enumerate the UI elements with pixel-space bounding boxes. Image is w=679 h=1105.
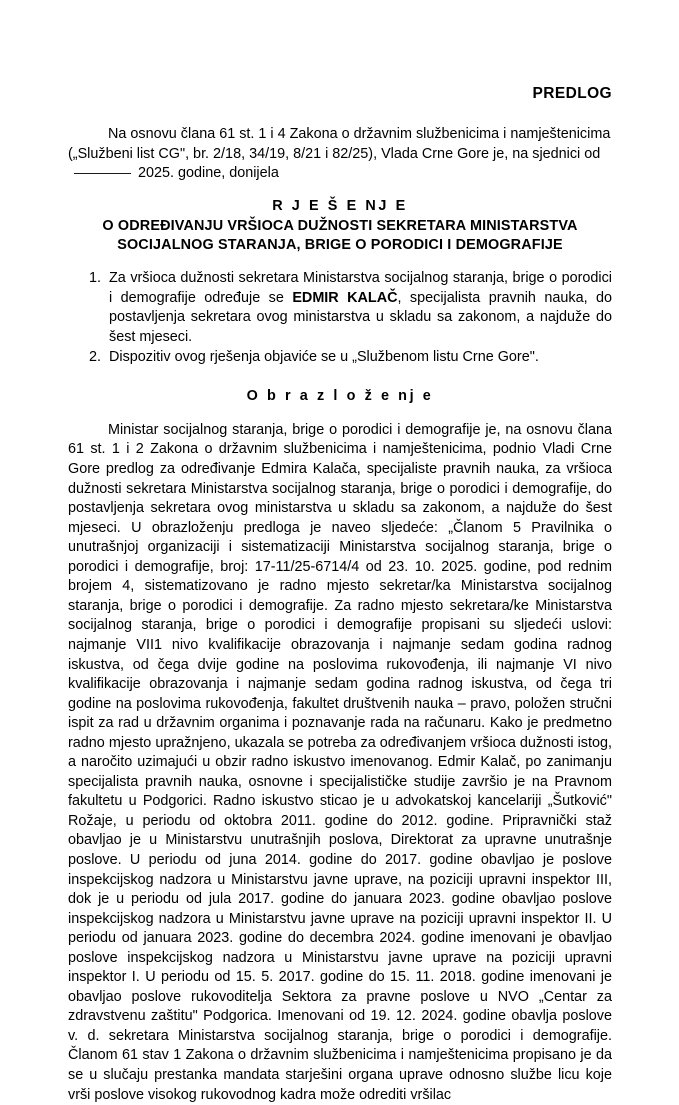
intro-date-line bbox=[68, 164, 612, 184]
date-blank-field[interactable] bbox=[74, 173, 131, 174]
intro-line-3: 2025. godine, donijela bbox=[138, 165, 279, 182]
predlog-label: PREDLOG bbox=[532, 85, 612, 102]
item-text-before-bold: Dispozitiv ovog rješenja objaviće se u „Službenom listu Crne Gore". bbox=[109, 349, 539, 366]
item-text-after-bold: , specijalista pravnih nauka, do postavljenja sekretara ovog ministarstva u skladu sa zakonom, a najduže do šest mjeseci. bbox=[109, 289, 613, 345]
intro-paragraph bbox=[68, 125, 612, 164]
obrazlozenje-body-paragraph: Ministar socijalnog staranja, brige o porodici i demografije je, na osnovu člana 61 st. 1 i 2 Zakona o državnim službenicima i namještenicima, podnio Vladi Crne Gore predlog za određivanje Edmira Kalača, specijaliste pravnih nauka, za vršioca dužnosti sekretara Ministarstva socijalnog staranja, brige o porodici i demografije, do postavljenja sekretara ovog ministarstva u skladu sa zakonom, a najduže do šest mjeseci. U obrazloženju predloga je naveo sljedeće: „Članom 5 Pravilnika o unutrašnjoj organizaciji i sistematizaciji Ministarstva socijalnog staranja, brige o porodici i demografije, broj: 17-11/25-6714/4 od 23. 10. 2025. godine, pod rednim brojem 4, sistematizovano je radno mjesto sekretar/ka Ministarstva socijalnog staranja, brige o porodici i demografije. Za radno mjesto sekretara/ke Ministarstva socijalnog staranja, brige o porodici i demografije propisani su sljedeći uslovi: najmanje VII1 nivo kvalifikacije obrazovanja i najmanje sedam godina radnog iskustva, od čega dvije godine na poslovima rukovođenja, ili najmanje VI nivo kvalifikacije obrazovanja i najmanje sedam godina radnog iskustva, od čega tri godine na poslovima rukovođenja, fakultet društvenih nauka – pravo, položen stručni ispit za rad u državnim organima i poznavanje rada na računaru. Kako je predmetno radno mjesto upražnjeno, ukazala se potreba za određivanjem vršioca dužnosti istog, a naročito uzimajući u obzir radno iskustvo imenovanog. Edmir Kalač, po zanimanju specijalista pravnih nauka, osnovne i specijalističke studije završio je na Pravnom fakultetu u Podgorici. Radno iskustvo sticao je u advokatskoj kancelariji „Šutković" Rožaje, u periodu od oktobra 2011. godine do 2012. godine. Pripravnički staž obavljao je u Ministarstvu unutrašnjih poslova, Direktorat za upravne unutrašnje poslove. U periodu od juna 2014. godine do 2017. godine obavljao je poslove inspekcijskog nadzora u Ministarstvu javne uprave, na poziciji upravni inspektor III, dok je u periodu od jula 2017. godine do januara 2023. godine obavljao poslove inspekcijskog nadzora u Ministarstvu javne uprave na poziciji upravni inspektor II. U periodu od januara 2023. godine do decembra 2024. godine imenovani je obavljao poslove inspekcijskog nadzora u Ministarstvu javne uprave na poziciji upravni inspektor I. U periodu od 15. 5. 2017. godine do 15. 11. 2018. godine imenovani je obavljao poslove rukovoditelja Sektora za pravne poslove u NVO „Centar za zdravstvenu zaštitu" Podgorica. Imenovani od 19. 12. 2024. godine obavlja poslove v. d. sekretara Ministarstva socijalnog staranja, brige o porodici i demografije. Članom 61 stav 1 Zakona o državnim službenicima i namještenicima propisano je da se u slučaju prestanka mandata starješini organa uprave odnosno službe licu koje vrši poslove visokog rukovodnog kadra može odrediti vršilac bbox=[68, 421, 612, 1103]
intro-line-2: („Službeni list CG", br. 2/18, 34/19, 8/21 i 82/25), Vlada Crne Gore je, na sjednici od bbox=[68, 145, 601, 162]
appointee-name: EDMIR KALAČ bbox=[292, 289, 398, 306]
title-subtitle-line-2: SOCIJALNOG STARANJA, BRIGE O PORODICI I DEMOGRAFIJE bbox=[117, 237, 563, 254]
item-text-before-bold: Za vršioca dužnosti sekretara Ministarstva socijalnog staranja, brige o porodici i demografije određuje se bbox=[109, 269, 612, 306]
predlog-header-row bbox=[68, 0, 612, 103]
title-subtitle-line-1: O ODREĐIVANJU VRŠIOCA DUŽNOSTI SEKRETARA MINISTARSTVA bbox=[102, 217, 578, 234]
list-item bbox=[105, 348, 612, 368]
list-item bbox=[105, 269, 612, 347]
title-rjesenje: R J E Š E NJ E bbox=[272, 197, 408, 214]
decision-items-list bbox=[68, 269, 612, 368]
obrazlozenje-heading: O b r a z l o ž e nj e bbox=[246, 387, 434, 404]
decision-title-block bbox=[68, 196, 612, 256]
intro-line-1: Na osnovu člana 61 st. 1 i 4 Zakona o državnim službenicima i namještenicima bbox=[108, 126, 611, 142]
